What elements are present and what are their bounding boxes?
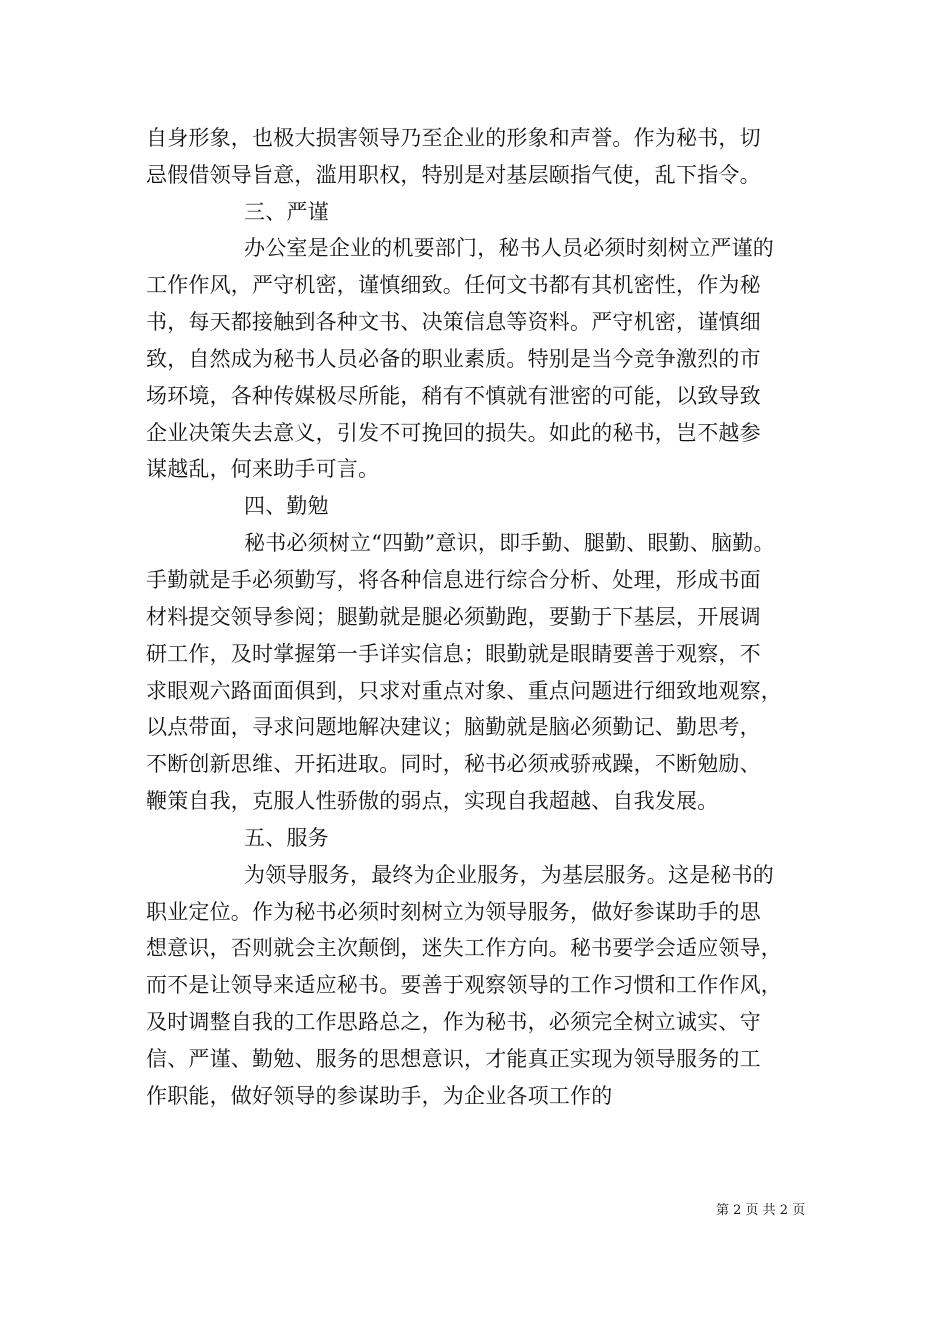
text-line: 秘书必须树立“四勤”意识，即手勤、腿勤、眼勤、脑勤。 xyxy=(244,531,775,555)
text-line: 工作作风，严守机密，谨慎细致。任何文书都有其机密性，作为秘 xyxy=(146,273,761,297)
text-line: 场环境，各种传媒极尽所能，稍有不慎就有泄密的可能，以致导致 xyxy=(146,384,761,408)
section-heading: 三、严谨 xyxy=(244,200,329,224)
page-number: 第 2 页 共 2 页 xyxy=(716,1203,806,1218)
text-line: 求眼观六路面面俱到，只求对重点对象、重点问题进行细致地观察， xyxy=(146,679,782,703)
text-line: 信、严谨、勤勉、服务的思想意识，才能真正实现为领导服务的工 xyxy=(146,1047,761,1071)
text-line: 谋越乱，何来助手可言。 xyxy=(146,457,380,481)
text-line: 及时调整自我的工作思路总之，作为秘书，必须完全树立诚实、守 xyxy=(146,1010,761,1034)
text-line: 作职能，做好领导的参谋助手，为企业各项工作的 xyxy=(146,1084,613,1108)
text-line: 而不是让领导来适应秘书。要善于观察领导的工作习惯和工作作风， xyxy=(146,973,782,997)
text-line: 研工作，及时掌握第一手详实信息；眼勤就是眼睛要善于观察，不 xyxy=(146,642,761,666)
text-line: 不断创新思维、开拓进取。同时，秘书必须戒骄戒躁，不断勉励、 xyxy=(146,752,761,776)
section-heading: 四、勤勉 xyxy=(244,494,329,518)
text-line: 材料提交领导参阅；腿勤就是腿必须勤跑，要勤于下基层，开展调 xyxy=(146,605,761,629)
text-line: 以点带面，寻求问题地解决建议；脑勤就是脑必须勤记、勤思考， xyxy=(146,715,761,739)
text-line: 鞭策自我，克服人性骄傲的弱点，实现自我超越、自我发展。 xyxy=(146,789,719,813)
text-line: 忌假借领导旨意，滥用职权，特别是对基层颐指气使，乱下指令。 xyxy=(146,163,761,187)
text-line: 职业定位。作为秘书必须时刻树立为领导服务，做好参谋助手的思 xyxy=(146,900,761,924)
text-line: 致，自然成为秘书人员必备的职业素质。特别是当今竞争激烈的市 xyxy=(146,347,761,371)
text-line: 书，每天都接触到各种文书、决策信息等资料。严守机密，谨慎细 xyxy=(146,310,761,334)
text-line: 想意识，否则就会主次颠倒，迷失工作方向。秘书要学会适应领导， xyxy=(146,936,782,960)
section-heading: 五、服务 xyxy=(244,826,329,850)
text-line: 企业决策失去意义，引发不可挽回的损失。如此的秘书，岂不越参 xyxy=(146,421,761,445)
text-line: 手勤就是手必须勤写，将各种信息进行综合分析、处理，形成书面 xyxy=(146,568,761,592)
text-line: 为领导服务，最终为企业服务，为基层服务。这是秘书的 xyxy=(244,863,774,887)
text-line: 自身形象，也极大损害领导乃至企业的形象和声誉。作为秘书，切 xyxy=(146,126,761,150)
text-line: 办公室是企业的机要部门，秘书人员必须时刻树立严谨的 xyxy=(244,236,774,260)
